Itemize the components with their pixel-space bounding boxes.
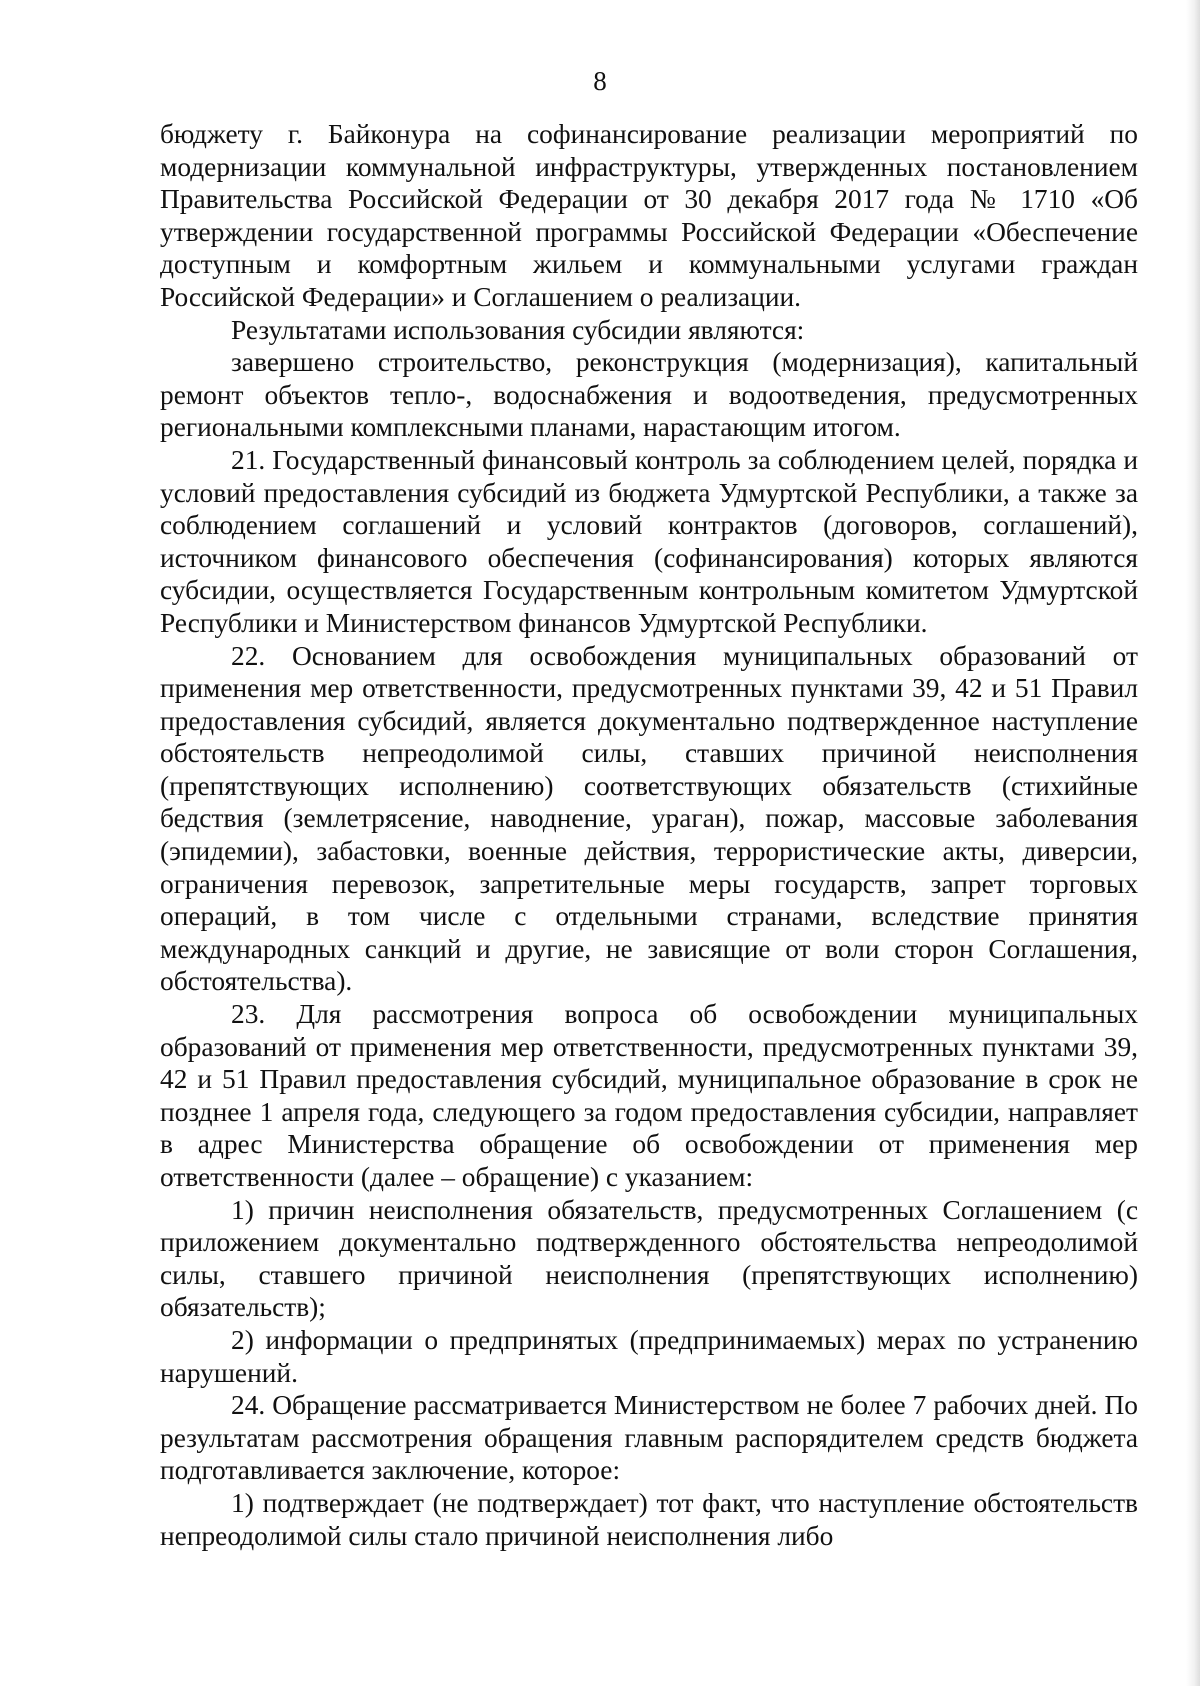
paragraph-clause-24: 24. Обращение рассматривается Министерством не более 7 рабочих дней. По результатам рассмотрения обращения главным распорядителем средств бюджета подготавливается заключение, которое:: [160, 1390, 1138, 1486]
paragraph-budget-baikonur: бюджету г. Байконура на софинансирование реализации мероприятий по модернизации коммунальной инфраструктуры, утвержденных постановлением Правительства Российской Федерации от 30 декабря 2017 года № 1710 «Об утверждении государственной программы Российской Федерации «Обеспечение доступным и комфортным жильем и коммунальными услугами граждан Российской Федерации» и Соглашением о реализации.: [160, 119, 1138, 312]
scan-edge-shadow: [1186, 0, 1200, 1686]
paragraph-results-intro: Результатами использования субсидии являются:: [231, 314, 805, 345]
page-number: 8: [593, 66, 607, 96]
paragraph-clause-23-item-1: 1) причин неисполнения обязательств, предусмотренных Соглашением (с приложением документально подтвержденного обстоятельства непреодолимой силы, ставшего причиной неисполнения (препятствующих исполнению) обязательств);: [160, 1194, 1138, 1323]
document-body: [160, 118, 1138, 1552]
paragraph-results-construction: завершено строительство, реконструкция (модернизация), капитальный ремонт объектов тепло-, водоснабжения и водоотведения, предусмотренных региональными комплексными планами, нарастающим итогом.: [160, 347, 1138, 443]
paragraph-clause-21: 21. Государственный финансовый контроль за соблюдением целей, порядка и условий предоставления субсидий из бюджета Удмуртской Республики, а также за соблюдением соглашений и условий контрактов (договоров, соглашений), источником финансового обеспечения (софинансирования) которых являются субсидии, осуществляется Государственным контрольным комитетом Удмуртской Республики и Министерством финансов Удмуртской Республики.: [160, 444, 1138, 638]
paragraph-clause-24-item-1: 1) подтверждает (не подтверждает) тот факт, что наступление обстоятельств непреодолимой силы стало причиной неисполнения либо: [160, 1487, 1138, 1551]
paragraph-clause-22: 22. Основанием для освобождения муниципальных образований от применения мер ответственности, предусмотренных пунктами 39, 42 и 51 Правил предоставления субсидий, является документально подтвержденное наступление обстоятельств непреодолимой силы, ставших причиной неисполнения (препятствующих исполнению) соответствующих обязательств (стихийные бедствия (землетрясение, наводнение, ураган), пожар, массовые заболевания (эпидемии), забастовки, военные действия, террористические акты, диверсии, ограничения перевозок, запретительные меры государств, запрет торговых операций, в том числе с отдельными странами, вследствие принятия международных санкций и другие, не зависящие от воли сторон Соглашения, обстоятельства).: [160, 640, 1138, 997]
paragraph-clause-23: 23. Для рассмотрения вопроса об освобождении муниципальных образований от применения мер ответственности, предусмотренных пунктами 39, 42 и 51 Правил предоставления субсидий, муниципальное образование в срок не позднее 1 апреля года, следующего за годом предоставления субсидии, направляет в адрес Министерства обращение об освобождении от применения мер ответственности (далее – обращение) с указанием:: [160, 999, 1138, 1192]
paragraph-clause-23-item-2: 2) информации о предпринятых (предпринимаемых) мерах по устранению нарушений.: [160, 1324, 1138, 1388]
